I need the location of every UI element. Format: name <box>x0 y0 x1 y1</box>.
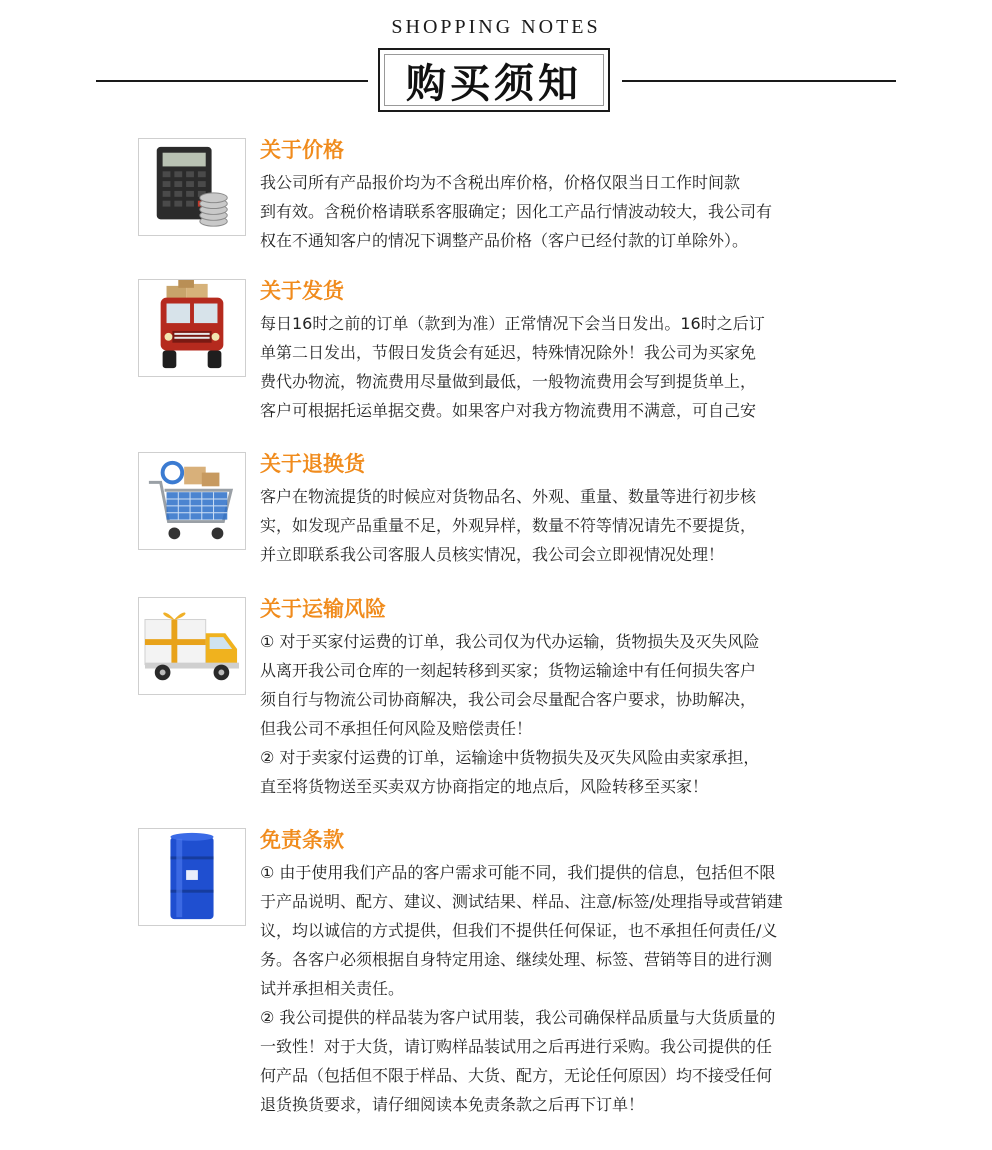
section-price-body <box>260 138 870 255</box>
section-return-text <box>260 482 870 569</box>
text-line: 直至将货物送至买卖双方协商指定的地点后，风险转移至买家！ <box>260 777 709 796</box>
section-return-title: 关于退换货 <box>260 452 365 476</box>
text-line: 退货换货要求，请仔细阅读本免责条款之后再下订单！ <box>260 1095 645 1114</box>
text-line: 务。各客户必须根据自身特定用途、继续处理、标签、营销等目的进行测 <box>260 950 773 969</box>
section-delivery-body <box>260 279 870 425</box>
text-line: 从离开我公司仓库的一刻起转移到买家；货物运输途中有任何损失客户 <box>260 661 757 680</box>
delivery-truck-icon <box>138 279 246 377</box>
section-transport-text <box>260 627 870 801</box>
section-transport-body <box>260 597 870 801</box>
section-delivery-title: 关于发货 <box>260 279 344 303</box>
text-line: 并立即联系我公司客服人员核实情况，我公司会立即视情况处理！ <box>260 545 725 564</box>
section-delivery-text <box>260 309 870 425</box>
text-line: 何产品（包括但不限于样品、大货、配方，无论任何原因）均不接受任何 <box>260 1066 773 1085</box>
text-line: 到有效。含税价格请联系客服确定；因化工产品行情波动较大，我公司有 <box>260 202 773 221</box>
text-line: 客户在物流提货的时候应对货物品名、外观、重量、数量等进行初步核 <box>260 487 757 506</box>
text-line: 实，如发现产品重量不足，外观异样，数量不符等情况请先不要提货， <box>260 516 757 535</box>
section-price-title: 关于价格 <box>260 138 344 162</box>
text-line: 一致性！对于大货，请订购样品装试用之后再进行采购。我公司提供的任 <box>260 1037 773 1056</box>
section-disclaimer-body <box>260 828 870 1119</box>
text-line: ② 对于卖家付运费的订单，运输途中货物损失及灭失风险由卖家承担， <box>260 748 760 767</box>
header-title-en: SHOPPING NOTES <box>391 16 601 38</box>
text-line: 试并承担相关责任。 <box>260 979 405 998</box>
blue-drum-icon <box>138 828 246 926</box>
text-line: ① 对于买家付运费的订单，我公司仅为代办运输，货物损失及灭失风险 <box>260 632 760 651</box>
section-disclaimer-text <box>260 858 870 1119</box>
text-line: 我公司所有产品报价均为不含税出库价格，价格仅限当日工作时间款 <box>260 173 741 192</box>
section-transport-title: 关于运输风险 <box>260 597 386 621</box>
header-title-zh: 购买须知 <box>406 59 582 107</box>
text-line: 权在不通知客户的情况下调整产品价格（客户已经付款的订单除外）。 <box>260 231 749 250</box>
text-line: 须自行与物流公司协商解决，我公司会尽量配合客户要求，协助解决， <box>260 690 757 709</box>
text-line: 费代办物流，物流费用尽量做到最低，一般物流费用会写到提货单上， <box>260 372 757 391</box>
text-line: ② 我公司提供的样品装为客户试用装，我公司确保样品质量与大货质量的 <box>260 1008 776 1027</box>
gift-truck-icon <box>138 597 246 695</box>
text-line: 于产品说明、配方、建议、测试结果、样品、注意/标签/处理指导或营销建 <box>260 892 783 911</box>
text-line: 但我公司不承担任何风险及赔偿责任！ <box>260 719 533 738</box>
text-line: 议，均以诚信的方式提供，但我们不提供任何保证，也不承担任何责任/义 <box>260 921 778 940</box>
text-line: 客户可根据托运单据交费。如果客户对我方物流费用不满意，可自己安 <box>260 401 757 420</box>
shopping-cart-icon <box>138 452 246 550</box>
section-disclaimer-title: 免责条款 <box>260 828 344 852</box>
text-line: 单第二日发出，节假日发货会有延迟，特殊情况除外！我公司为买家免 <box>260 343 757 362</box>
header-title-box <box>378 48 610 112</box>
header-divider-left <box>96 80 368 82</box>
text-line: 每日16时之前的订单（款到为准）正常情况下会当日发出。16时之后订 <box>260 314 765 333</box>
section-price-text <box>260 168 870 255</box>
calculator-coins-icon <box>138 138 246 236</box>
header-divider-right <box>622 80 896 82</box>
section-return-body <box>260 452 870 569</box>
text-line: ① 由于使用我们产品的客户需求可能不同，我们提供的信息，包括但不限 <box>260 863 776 882</box>
